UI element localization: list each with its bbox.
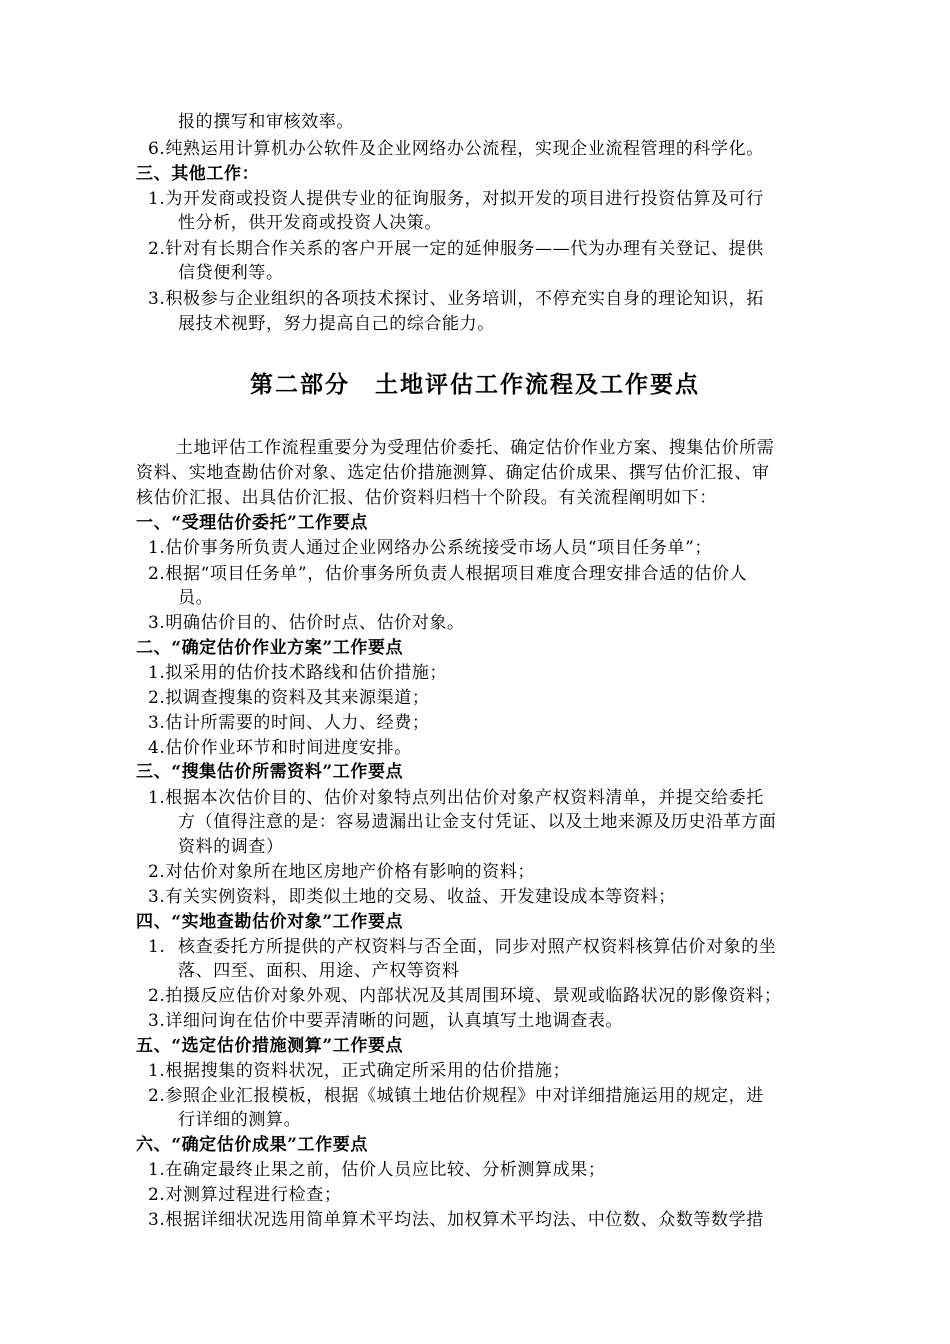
list-item-text: 估价事务所负责人通过企业网络办公系统接受市场人员“项目任务单”；: [165, 538, 713, 558]
list-item: [148, 1059, 570, 1083]
list-item: [148, 984, 781, 1008]
list-item-text: 拍摄反应估价对象外观、内部状况及其周围环境、景观或临路状况的影像资料；: [165, 986, 782, 1006]
list-item: [148, 786, 764, 810]
list-number: 1.: [148, 189, 166, 209]
list-item: [148, 736, 412, 760]
list-item: [148, 1183, 341, 1207]
list-number: 2.: [148, 688, 166, 708]
list-item-text: 拟调查搜集的资料及其来源渠道；: [165, 688, 430, 708]
list-number: 3.: [148, 289, 166, 309]
section-heading: 二、“确定估价作业方案”工作要点: [136, 638, 404, 658]
list-item: [148, 187, 764, 211]
list-item-text: 在确定最终止果之前，估价人员应比较、分析测算成果；: [165, 1160, 606, 1180]
list-item: [148, 1208, 764, 1232]
list-number: 1.: [148, 538, 166, 558]
list-item: [148, 137, 764, 161]
list-item: [148, 935, 776, 959]
list-item: [148, 287, 764, 311]
paragraph-line: 土地评估工作流程重要分为受理估价委托、确定估价作业方案、搜集估价所需: [176, 438, 775, 458]
list-item-text: 参照企业汇报模板，根据《城镇土地估价规程》中对详细措施运用的规定，进: [165, 1086, 764, 1106]
list-item-text: 为开发商或投资人提供专业的征询服务，对拟开发的项目进行投资估算及可行: [165, 189, 764, 209]
list-number: 1.: [148, 788, 166, 808]
list-number: 1.: [148, 1160, 166, 1180]
list-item-text: 对估价对象所在地区房地产价格有影响的资料；: [165, 862, 536, 882]
list-number: 3.: [148, 713, 166, 733]
list-item-text: 拟采用的估价技术路线和估价措施；: [165, 663, 448, 683]
list-item: [148, 711, 429, 735]
list-item: [148, 1009, 623, 1033]
list-item: [148, 237, 764, 261]
list-number: 2.: [148, 1086, 166, 1106]
list-item-continuation: 行详细的测算。: [178, 1110, 302, 1130]
section-heading: 三、“搜集估价所需资料”工作要点: [136, 762, 404, 782]
list-item-text: 详细问询在估价中要弄清晰的问题，认真填写土地调查表。: [165, 1011, 624, 1031]
paragraph-line: 报的撰写和审核效率。: [178, 112, 354, 132]
list-number: 2.: [148, 1185, 166, 1205]
list-item: [148, 1158, 605, 1182]
list-number: 2.: [148, 564, 166, 584]
list-item-continuation: 性分析，供开发商或投资人决策。: [178, 213, 442, 233]
list-number: 2.: [148, 862, 166, 882]
list-number: 6.: [148, 139, 166, 159]
list-number: 3.: [148, 1210, 166, 1230]
section-heading: 五、“选定估价措施测算”工作要点: [136, 1036, 404, 1056]
list-item-text: 纯熟运用计算机办公软件及企业网络办公流程，实现企业流程管理的科学化。: [165, 139, 764, 159]
list-number: 2.: [148, 986, 166, 1006]
list-item-continuation: 员。: [178, 588, 214, 608]
list-item-text: 对测算过程进行检查；: [165, 1185, 342, 1205]
list-item-continuation: 信贷便利等。: [178, 263, 284, 283]
list-number: 2.: [148, 239, 166, 259]
section-heading: 一、“受理估价委托”工作要点: [136, 513, 368, 533]
list-item: [148, 1084, 764, 1108]
list-number: 4.: [148, 738, 166, 758]
list-item-text: 根据详细状况选用简单算术平均法、加权算术平均法、中位数、众数等数学措: [165, 1210, 764, 1230]
section-heading: 六、“确定估价成果”工作要点: [136, 1135, 368, 1155]
list-item: [148, 611, 465, 635]
list-item: [148, 536, 712, 560]
list-item-text: 根据搜集的资料状况，正式确定所采用的估价措施；: [165, 1061, 571, 1081]
list-item-text: 估价作业环节和时间进度安排。: [165, 738, 412, 758]
list-item-text: 积极参与企业组织的各项技术探讨、业务培训，不停充实自身的理论知识，拓: [165, 289, 764, 309]
paragraph-line: 资料、实地查勘估价对象、选定估价措施测算、确定估价成果、撰写估价汇报、审: [136, 463, 770, 483]
list-item: [148, 661, 447, 685]
section-heading: 四、“实地查勘估价对象”工作要点: [136, 912, 404, 932]
part-title: 第二部分 土地评估工作流程及工作要点: [250, 371, 700, 398]
list-item: [148, 686, 429, 710]
list-number: 3.: [148, 1011, 166, 1031]
list-item-continuation: 落、四至、面积、用途、产权等资料: [178, 961, 460, 981]
list-item-text: 根据本次估价目的、估价对象特点列出估价对象产权资料清单，并提交给委托: [165, 788, 764, 808]
list-item-text: 针对有长期合作关系的客户开展一定的延伸服务——代为办理有关登记、提供: [165, 239, 764, 259]
list-item-text: 根据“项目任务单”，估价事务所负责人根据项目难度合理安排合适的估价人: [165, 564, 748, 584]
paragraph-line: 核估价汇报、出具估价汇报、估价资料归档十个阶段。有关流程阐明如下：: [136, 488, 717, 508]
list-number: 3.: [148, 613, 166, 633]
list-number: 3.: [148, 887, 166, 907]
list-item-text: 有关实例资料，即类似土地的交易、收益、开发建设成本等资料；: [165, 887, 676, 907]
list-item-text: 核查委托方所提供的产权资料与否全面，同步对照产权资料核算估价对象的坐: [178, 937, 777, 957]
list-item: [148, 885, 676, 909]
list-item-continuation: 方（值得注意的是：容易遗漏出让金支付凭证、以及土地来源及历史沿革方面: [178, 812, 777, 832]
list-item-text: 明确估价目的、估价时点、估价对象。: [165, 613, 465, 633]
list-number: 1.: [148, 937, 166, 957]
list-item: [148, 562, 747, 586]
list-item-continuation: 资料的调查）: [178, 837, 284, 857]
list-number: 1.: [148, 1061, 166, 1081]
list-item: [148, 860, 535, 884]
list-item-continuation: 展技术视野，努力提高自己的综合能力。: [178, 314, 495, 334]
section-heading: 三、其他工作：: [136, 164, 260, 184]
list-item-text: 估计所需要的时间、人力、经费；: [165, 713, 430, 733]
list-number: 1.: [148, 663, 166, 683]
